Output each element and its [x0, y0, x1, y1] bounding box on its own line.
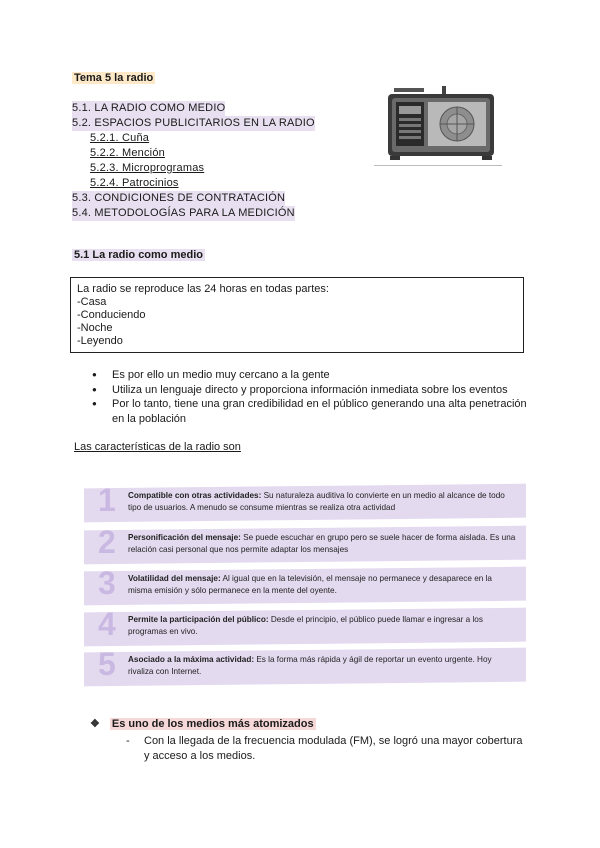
bullet-item: ● Por lo tanto, tiene una gran credibilidad en el público generando una alta penetración en la población: [92, 397, 532, 426]
toc-item: 5.2.2. Mención: [90, 147, 165, 159]
info-box: [70, 277, 524, 353]
feature-text: [128, 573, 518, 597]
feature-row: [84, 524, 526, 562]
bullet-item: ● Es por ello un medio muy cercano a la gente: [92, 368, 532, 383]
feature-description: Es la forma más rápida y ágil de reportar un evento urgente. Hoy rivaliza con Internet.: [128, 655, 492, 676]
feature-number: 1: [98, 482, 116, 518]
feature-row: [84, 565, 526, 603]
toc-item: 5.1. LA RADIO COMO MEDIO: [72, 102, 226, 114]
atomized-item: [126, 734, 526, 764]
toc-item: 5.2.4. Patrocinios: [90, 177, 179, 189]
bullet-list: [92, 368, 532, 426]
feature-title: Asociado a la máxima actividad:: [128, 655, 255, 664]
feature-number: 5: [98, 646, 116, 682]
box-line: -Noche: [77, 322, 113, 334]
atomized-item-text: Con la llegada de la frecuencia modulada (FM), se logró una mayor cobertura y acceso a los medios.: [144, 735, 523, 762]
feature-number: 4: [98, 606, 116, 642]
characteristics-heading: Las características de la radio son: [74, 441, 241, 453]
atomized-heading: [90, 717, 316, 730]
radio-image: [380, 82, 502, 166]
feature-title: Permite la participación del público:: [128, 615, 269, 624]
bullet-item: ● Utiliza un lenguaje directo y proporciona información inmediata sobre los eventos: [92, 383, 532, 398]
feature-title: Personificación del mensaje:: [128, 533, 241, 542]
feature-text: [128, 654, 518, 678]
feature-title: Volatilidad del mensaje:: [128, 574, 221, 583]
box-line: -Leyendo: [77, 335, 123, 347]
feature-row: [84, 646, 526, 684]
document-title: Tema 5 la radio: [74, 72, 154, 84]
section-heading: 5.1 La radio como medio: [74, 249, 203, 261]
diamond-bullet-icon: ❖: [90, 718, 100, 730]
feature-text: [128, 532, 518, 556]
feature-description: Su naturaleza auditiva lo convierte en un medio al alcance de todo tipo de usuarios. A menudo se consume mientras se realiza otra actividad: [128, 491, 505, 512]
feature-row: [84, 606, 526, 644]
feature-number: 2: [98, 524, 116, 560]
table-of-contents: [72, 101, 315, 221]
toc-item: 5.2.1. Cuña: [90, 132, 150, 144]
dash-bullet: -: [126, 735, 130, 747]
toc-item: 5.2.3. Microprogramas: [90, 162, 205, 174]
feature-text: [128, 490, 518, 514]
toc-item: 5.2. ESPACIOS PUBLICITARIOS EN LA RADIO: [72, 117, 315, 129]
feature-description: Se puede escuchar en grupo pero se suele hacer de forma aislada. Es una relación casi personal que nos permite adaptar los mensajes: [128, 533, 516, 554]
feature-number: 3: [98, 565, 116, 601]
atomized-heading-text: Es uno de los medios más atomizados: [111, 718, 314, 730]
feature-row: [84, 482, 526, 520]
feature-title: Compatible con otras actividades:: [128, 491, 262, 500]
box-line: -Conduciendo: [77, 309, 146, 321]
feature-description: Al igual que en la televisión, el mensaje no permanece y desaparece en la misma emisión y sólo permanece en la mente del oyente.: [128, 574, 492, 595]
toc-item: 5.4. METODOLOGÍAS PARA LA MEDICIÓN: [72, 207, 295, 219]
image-divider: [374, 165, 502, 166]
feature-description: Desde el principio, el público puede llamar e ingresar a los programas en vivo.: [128, 615, 483, 636]
feature-text: [128, 614, 518, 638]
toc-item: 5.3. CONDICIONES DE CONTRATACIÓN: [72, 192, 286, 204]
box-line: -Casa: [77, 296, 107, 308]
box-line: La radio se reproduce las 24 horas en todas partes:: [77, 283, 329, 295]
